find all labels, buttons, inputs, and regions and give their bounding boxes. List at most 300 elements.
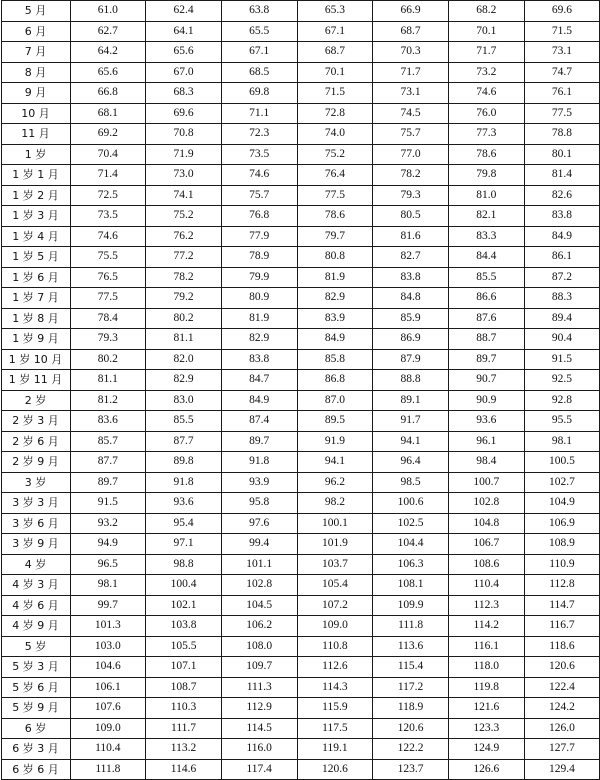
value-cell: 109.0 bbox=[297, 616, 373, 637]
age-cell: 1 岁 1 月 bbox=[1, 165, 70, 186]
value-cell: 120.6 bbox=[524, 657, 600, 678]
value-cell: 86.1 bbox=[524, 247, 600, 268]
value-cell: 62.7 bbox=[70, 21, 146, 42]
table-row bbox=[1, 452, 600, 473]
value-cell: 116.1 bbox=[448, 636, 524, 657]
table-row bbox=[1, 165, 600, 186]
age-cell: 10 月 bbox=[1, 103, 70, 124]
value-cell: 79.3 bbox=[373, 185, 449, 206]
table-row bbox=[1, 616, 600, 637]
value-cell: 104.8 bbox=[448, 513, 524, 534]
table-row bbox=[1, 1, 600, 22]
value-cell: 87.6 bbox=[448, 308, 524, 329]
value-cell: 102.7 bbox=[524, 472, 600, 493]
age-cell: 1 岁 10 月 bbox=[1, 349, 70, 370]
value-cell: 108.9 bbox=[524, 534, 600, 555]
value-cell: 98.4 bbox=[448, 452, 524, 473]
age-cell: 3 岁 6 月 bbox=[1, 513, 70, 534]
age-cell: 3 岁 bbox=[1, 472, 70, 493]
value-cell: 100.4 bbox=[146, 575, 222, 596]
value-cell: 62.4 bbox=[146, 1, 222, 22]
value-cell: 87.2 bbox=[524, 267, 600, 288]
value-cell: 106.7 bbox=[448, 534, 524, 555]
table-row bbox=[1, 83, 600, 104]
value-cell: 114.6 bbox=[146, 759, 222, 780]
value-cell: 126.6 bbox=[448, 759, 524, 780]
age-cell: 7 月 bbox=[1, 42, 70, 63]
value-cell: 109.0 bbox=[70, 718, 146, 739]
value-cell: 97.6 bbox=[221, 513, 297, 534]
value-cell: 71.7 bbox=[373, 62, 449, 83]
value-cell: 66.9 bbox=[373, 1, 449, 22]
value-cell: 91.8 bbox=[221, 452, 297, 473]
value-cell: 112.8 bbox=[524, 575, 600, 596]
value-cell: 119.8 bbox=[448, 677, 524, 698]
age-cell: 4 岁 3 月 bbox=[1, 575, 70, 596]
value-cell: 108.6 bbox=[448, 554, 524, 575]
value-cell: 71.9 bbox=[146, 144, 222, 165]
value-cell: 75.7 bbox=[221, 185, 297, 206]
value-cell: 76.5 bbox=[70, 267, 146, 288]
value-cell: 85.7 bbox=[70, 431, 146, 452]
value-cell: 73.5 bbox=[221, 144, 297, 165]
value-cell: 68.2 bbox=[448, 1, 524, 22]
table-row bbox=[1, 62, 600, 83]
value-cell: 84.8 bbox=[373, 288, 449, 309]
value-cell: 65.5 bbox=[221, 21, 297, 42]
age-cell: 4 岁 6 月 bbox=[1, 595, 70, 616]
age-cell: 2 岁 bbox=[1, 390, 70, 411]
value-cell: 101.3 bbox=[70, 616, 146, 637]
age-cell: 1 岁 9 月 bbox=[1, 329, 70, 350]
value-cell: 72.3 bbox=[221, 124, 297, 145]
value-cell: 77.2 bbox=[146, 247, 222, 268]
value-cell: 84.7 bbox=[221, 370, 297, 391]
value-cell: 73.2 bbox=[448, 62, 524, 83]
table-row bbox=[1, 144, 600, 165]
value-cell: 106.1 bbox=[70, 677, 146, 698]
value-cell: 78.8 bbox=[524, 124, 600, 145]
value-cell: 89.7 bbox=[221, 431, 297, 452]
value-cell: 99.4 bbox=[221, 534, 297, 555]
value-cell: 103.8 bbox=[146, 616, 222, 637]
value-cell: 81.4 bbox=[524, 165, 600, 186]
value-cell: 106.3 bbox=[373, 554, 449, 575]
value-cell: 98.5 bbox=[373, 472, 449, 493]
table-row bbox=[1, 247, 600, 268]
value-cell: 81.1 bbox=[146, 329, 222, 350]
age-cell: 1 岁 7 月 bbox=[1, 288, 70, 309]
table-row bbox=[1, 554, 600, 575]
value-cell: 64.2 bbox=[70, 42, 146, 63]
value-cell: 88.8 bbox=[373, 370, 449, 391]
value-cell: 87.4 bbox=[221, 411, 297, 432]
age-cell: 1 岁 8 月 bbox=[1, 308, 70, 329]
value-cell: 83.6 bbox=[70, 411, 146, 432]
value-cell: 75.5 bbox=[70, 247, 146, 268]
age-cell: 1 岁 4 月 bbox=[1, 226, 70, 247]
value-cell: 127.7 bbox=[524, 739, 600, 760]
value-cell: 112.6 bbox=[297, 657, 373, 678]
value-cell: 103.0 bbox=[70, 636, 146, 657]
value-cell: 109.9 bbox=[373, 595, 449, 616]
table-row bbox=[1, 595, 600, 616]
table-row bbox=[1, 534, 600, 555]
value-cell: 100.5 bbox=[524, 452, 600, 473]
value-cell: 93.6 bbox=[146, 493, 222, 514]
value-cell: 70.8 bbox=[146, 124, 222, 145]
age-cell: 6 月 bbox=[1, 21, 70, 42]
value-cell: 77.5 bbox=[297, 185, 373, 206]
value-cell: 85.5 bbox=[146, 411, 222, 432]
value-cell: 95.4 bbox=[146, 513, 222, 534]
value-cell: 86.6 bbox=[448, 288, 524, 309]
value-cell: 80.1 bbox=[524, 144, 600, 165]
value-cell: 69.8 bbox=[221, 83, 297, 104]
value-cell: 76.1 bbox=[524, 83, 600, 104]
value-cell: 90.7 bbox=[448, 370, 524, 391]
table-row bbox=[1, 411, 600, 432]
value-cell: 102.1 bbox=[146, 595, 222, 616]
value-cell: 111.8 bbox=[70, 759, 146, 780]
value-cell: 117.2 bbox=[373, 677, 449, 698]
value-cell: 87.9 bbox=[373, 349, 449, 370]
value-cell: 80.9 bbox=[221, 288, 297, 309]
value-cell: 88.3 bbox=[524, 288, 600, 309]
value-cell: 106.9 bbox=[524, 513, 600, 534]
value-cell: 80.8 bbox=[297, 247, 373, 268]
value-cell: 63.8 bbox=[221, 1, 297, 22]
value-cell: 68.1 bbox=[70, 103, 146, 124]
value-cell: 98.1 bbox=[524, 431, 600, 452]
value-cell: 70.1 bbox=[448, 21, 524, 42]
value-cell: 82.6 bbox=[524, 185, 600, 206]
value-cell: 80.2 bbox=[146, 308, 222, 329]
value-cell: 65.6 bbox=[146, 42, 222, 63]
value-cell: 87.0 bbox=[297, 390, 373, 411]
value-cell: 78.6 bbox=[297, 206, 373, 227]
value-cell: 116.7 bbox=[524, 616, 600, 637]
value-cell: 74.6 bbox=[448, 83, 524, 104]
value-cell: 87.7 bbox=[146, 431, 222, 452]
value-cell: 94.9 bbox=[70, 534, 146, 555]
table-body bbox=[1, 1, 600, 780]
value-cell: 118.6 bbox=[524, 636, 600, 657]
value-cell: 79.8 bbox=[448, 165, 524, 186]
table-row bbox=[1, 308, 600, 329]
value-cell: 69.2 bbox=[70, 124, 146, 145]
value-cell: 110.8 bbox=[297, 636, 373, 657]
table-row bbox=[1, 185, 600, 206]
value-cell: 84.9 bbox=[221, 390, 297, 411]
value-cell: 78.2 bbox=[146, 267, 222, 288]
value-cell: 92.5 bbox=[524, 370, 600, 391]
value-cell: 122.4 bbox=[524, 677, 600, 698]
value-cell: 67.0 bbox=[146, 62, 222, 83]
table-row bbox=[1, 390, 600, 411]
value-cell: 89.4 bbox=[524, 308, 600, 329]
value-cell: 129.4 bbox=[524, 759, 600, 780]
table-row bbox=[1, 718, 600, 739]
value-cell: 113.2 bbox=[146, 739, 222, 760]
age-cell: 9 月 bbox=[1, 83, 70, 104]
value-cell: 91.5 bbox=[524, 349, 600, 370]
value-cell: 98.1 bbox=[70, 575, 146, 596]
table-row bbox=[1, 267, 600, 288]
value-cell: 126.0 bbox=[524, 718, 600, 739]
table-row bbox=[1, 124, 600, 145]
value-cell: 74.0 bbox=[297, 124, 373, 145]
table-row bbox=[1, 493, 600, 514]
value-cell: 70.1 bbox=[297, 62, 373, 83]
value-cell: 74.6 bbox=[221, 165, 297, 186]
table-row bbox=[1, 329, 600, 350]
value-cell: 96.5 bbox=[70, 554, 146, 575]
value-cell: 105.5 bbox=[146, 636, 222, 657]
age-cell: 6 岁 bbox=[1, 718, 70, 739]
value-cell: 108.7 bbox=[146, 677, 222, 698]
value-cell: 84.4 bbox=[448, 247, 524, 268]
value-cell: 98.2 bbox=[297, 493, 373, 514]
value-cell: 74.6 bbox=[70, 226, 146, 247]
age-cell: 11 月 bbox=[1, 124, 70, 145]
value-cell: 110.3 bbox=[146, 698, 222, 719]
value-cell: 101.9 bbox=[297, 534, 373, 555]
age-cell: 2 岁 9 月 bbox=[1, 452, 70, 473]
value-cell: 99.7 bbox=[70, 595, 146, 616]
value-cell: 114.5 bbox=[221, 718, 297, 739]
table-row bbox=[1, 575, 600, 596]
value-cell: 73.0 bbox=[146, 165, 222, 186]
value-cell: 107.2 bbox=[297, 595, 373, 616]
value-cell: 83.8 bbox=[221, 349, 297, 370]
value-cell: 75.2 bbox=[297, 144, 373, 165]
value-cell: 82.9 bbox=[297, 288, 373, 309]
value-cell: 89.1 bbox=[373, 390, 449, 411]
table-row bbox=[1, 739, 600, 760]
table-row bbox=[1, 431, 600, 452]
age-cell: 3 岁 9 月 bbox=[1, 534, 70, 555]
value-cell: 84.9 bbox=[524, 226, 600, 247]
value-cell: 122.2 bbox=[373, 739, 449, 760]
value-cell: 69.6 bbox=[524, 1, 600, 22]
age-cell: 1 岁 6 月 bbox=[1, 267, 70, 288]
value-cell: 77.5 bbox=[524, 103, 600, 124]
value-cell: 79.9 bbox=[221, 267, 297, 288]
value-cell: 104.4 bbox=[373, 534, 449, 555]
value-cell: 81.1 bbox=[70, 370, 146, 391]
age-cell: 1 岁 3 月 bbox=[1, 206, 70, 227]
value-cell: 89.7 bbox=[448, 349, 524, 370]
value-cell: 82.9 bbox=[221, 329, 297, 350]
value-cell: 83.9 bbox=[297, 308, 373, 329]
value-cell: 119.1 bbox=[297, 739, 373, 760]
table-row bbox=[1, 698, 600, 719]
value-cell: 82.1 bbox=[448, 206, 524, 227]
value-cell: 111.8 bbox=[373, 616, 449, 637]
value-cell: 115.9 bbox=[297, 698, 373, 719]
value-cell: 110.4 bbox=[70, 739, 146, 760]
age-cell: 6 岁 6 月 bbox=[1, 759, 70, 780]
value-cell: 89.8 bbox=[146, 452, 222, 473]
value-cell: 108.0 bbox=[221, 636, 297, 657]
value-cell: 64.1 bbox=[146, 21, 222, 42]
table-row bbox=[1, 42, 600, 63]
value-cell: 113.6 bbox=[373, 636, 449, 657]
value-cell: 98.8 bbox=[146, 554, 222, 575]
value-cell: 110.9 bbox=[524, 554, 600, 575]
value-cell: 120.6 bbox=[297, 759, 373, 780]
value-cell: 86.9 bbox=[373, 329, 449, 350]
value-cell: 117.4 bbox=[221, 759, 297, 780]
value-cell: 76.4 bbox=[297, 165, 373, 186]
age-cell: 3 岁 3 月 bbox=[1, 493, 70, 514]
value-cell: 102.8 bbox=[448, 493, 524, 514]
value-cell: 116.0 bbox=[221, 739, 297, 760]
value-cell: 68.3 bbox=[146, 83, 222, 104]
table-row bbox=[1, 370, 600, 391]
table-row bbox=[1, 636, 600, 657]
value-cell: 89.5 bbox=[297, 411, 373, 432]
value-cell: 102.5 bbox=[373, 513, 449, 534]
table-row bbox=[1, 513, 600, 534]
value-cell: 61.0 bbox=[70, 1, 146, 22]
value-cell: 78.4 bbox=[70, 308, 146, 329]
value-cell: 86.8 bbox=[297, 370, 373, 391]
value-cell: 77.9 bbox=[221, 226, 297, 247]
value-cell: 94.1 bbox=[297, 452, 373, 473]
value-cell: 96.2 bbox=[297, 472, 373, 493]
value-cell: 77.3 bbox=[448, 124, 524, 145]
value-cell: 78.2 bbox=[373, 165, 449, 186]
value-cell: 106.2 bbox=[221, 616, 297, 637]
value-cell: 114.3 bbox=[297, 677, 373, 698]
value-cell: 82.7 bbox=[373, 247, 449, 268]
value-cell: 78.6 bbox=[448, 144, 524, 165]
value-cell: 67.1 bbox=[297, 21, 373, 42]
value-cell: 77.0 bbox=[373, 144, 449, 165]
value-cell: 68.5 bbox=[221, 62, 297, 83]
value-cell: 87.7 bbox=[70, 452, 146, 473]
value-cell: 74.5 bbox=[373, 103, 449, 124]
value-cell: 95.5 bbox=[524, 411, 600, 432]
table-row bbox=[1, 759, 600, 780]
value-cell: 72.5 bbox=[70, 185, 146, 206]
value-cell: 69.6 bbox=[146, 103, 222, 124]
value-cell: 73.1 bbox=[373, 83, 449, 104]
value-cell: 110.4 bbox=[448, 575, 524, 596]
value-cell: 71.4 bbox=[70, 165, 146, 186]
value-cell: 66.8 bbox=[70, 83, 146, 104]
value-cell: 109.7 bbox=[221, 657, 297, 678]
value-cell: 103.7 bbox=[297, 554, 373, 575]
value-cell: 97.1 bbox=[146, 534, 222, 555]
table-row bbox=[1, 472, 600, 493]
value-cell: 114.2 bbox=[448, 616, 524, 637]
value-cell: 79.2 bbox=[146, 288, 222, 309]
value-cell: 91.8 bbox=[146, 472, 222, 493]
value-cell: 73.1 bbox=[524, 42, 600, 63]
age-cell: 4 岁 bbox=[1, 554, 70, 575]
value-cell: 93.2 bbox=[70, 513, 146, 534]
value-cell: 81.2 bbox=[70, 390, 146, 411]
age-cell: 5 月 bbox=[1, 1, 70, 22]
value-cell: 71.5 bbox=[524, 21, 600, 42]
value-cell: 83.8 bbox=[524, 206, 600, 227]
value-cell: 92.8 bbox=[524, 390, 600, 411]
value-cell: 83.8 bbox=[373, 267, 449, 288]
age-cell: 1 岁 11 月 bbox=[1, 370, 70, 391]
value-cell: 75.7 bbox=[373, 124, 449, 145]
growth-table bbox=[1, 0, 600, 780]
value-cell: 79.3 bbox=[70, 329, 146, 350]
table-row bbox=[1, 103, 600, 124]
value-cell: 76.8 bbox=[221, 206, 297, 227]
value-cell: 93.9 bbox=[221, 472, 297, 493]
value-cell: 118.0 bbox=[448, 657, 524, 678]
value-cell: 76.0 bbox=[448, 103, 524, 124]
value-cell: 89.7 bbox=[70, 472, 146, 493]
value-cell: 111.7 bbox=[146, 718, 222, 739]
value-cell: 73.5 bbox=[70, 206, 146, 227]
age-cell: 5 岁 6 月 bbox=[1, 677, 70, 698]
value-cell: 100.7 bbox=[448, 472, 524, 493]
value-cell: 81.6 bbox=[373, 226, 449, 247]
value-cell: 76.2 bbox=[146, 226, 222, 247]
value-cell: 90.9 bbox=[448, 390, 524, 411]
value-cell: 70.3 bbox=[373, 42, 449, 63]
age-cell: 6 岁 3 月 bbox=[1, 739, 70, 760]
value-cell: 77.5 bbox=[70, 288, 146, 309]
value-cell: 112.9 bbox=[221, 698, 297, 719]
value-cell: 83.0 bbox=[146, 390, 222, 411]
value-cell: 85.8 bbox=[297, 349, 373, 370]
value-cell: 117.5 bbox=[297, 718, 373, 739]
value-cell: 96.1 bbox=[448, 431, 524, 452]
age-cell: 4 岁 9 月 bbox=[1, 616, 70, 637]
age-cell: 1 岁 2 月 bbox=[1, 185, 70, 206]
value-cell: 112.3 bbox=[448, 595, 524, 616]
value-cell: 81.9 bbox=[221, 308, 297, 329]
value-cell: 101.1 bbox=[221, 554, 297, 575]
value-cell: 75.2 bbox=[146, 206, 222, 227]
value-cell: 80.2 bbox=[70, 349, 146, 370]
value-cell: 118.9 bbox=[373, 698, 449, 719]
value-cell: 96.4 bbox=[373, 452, 449, 473]
value-cell: 78.9 bbox=[221, 247, 297, 268]
value-cell: 94.1 bbox=[373, 431, 449, 452]
value-cell: 123.3 bbox=[448, 718, 524, 739]
table-row bbox=[1, 226, 600, 247]
value-cell: 114.7 bbox=[524, 595, 600, 616]
value-cell: 84.9 bbox=[297, 329, 373, 350]
value-cell: 83.3 bbox=[448, 226, 524, 247]
age-cell: 1 岁 5 月 bbox=[1, 247, 70, 268]
value-cell: 124.9 bbox=[448, 739, 524, 760]
value-cell: 100.6 bbox=[373, 493, 449, 514]
table-row bbox=[1, 21, 600, 42]
value-cell: 91.7 bbox=[373, 411, 449, 432]
table-row bbox=[1, 677, 600, 698]
value-cell: 65.6 bbox=[70, 62, 146, 83]
value-cell: 102.8 bbox=[221, 575, 297, 596]
value-cell: 104.9 bbox=[524, 493, 600, 514]
table-row bbox=[1, 657, 600, 678]
value-cell: 111.3 bbox=[221, 677, 297, 698]
table-row bbox=[1, 206, 600, 227]
value-cell: 105.4 bbox=[297, 575, 373, 596]
value-cell: 68.7 bbox=[297, 42, 373, 63]
